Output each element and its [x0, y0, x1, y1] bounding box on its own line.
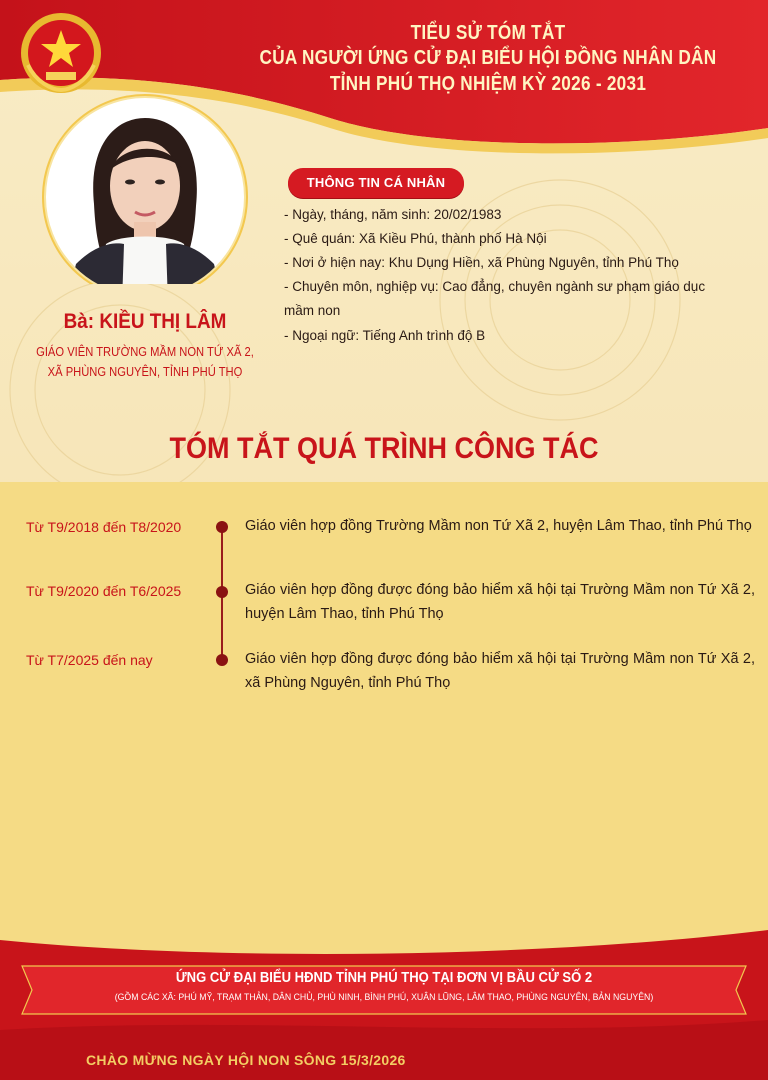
footer-subtitle: (GỒM CÁC XÃ: PHÚ MỸ, TRẠM THẢN, DÂN CHỦ, PHÙ NINH, BÌNH PHÚ, XUÂN LŨNG, LÂM THAO, PHÙNG NGUYÊN, BẢN NGUYÊN)	[114, 992, 654, 1003]
footer-title: ỨNG CỬ ĐẠI BIỂU HĐND TỈNH PHÚ THỌ TẠI ĐƠN VỊ BẦU CỬ SỐ 2	[175, 970, 593, 986]
candidate-name: Bà: KIỀU THỊ LÂM	[63, 310, 227, 333]
vietnam-national-emblem-icon	[18, 10, 104, 96]
work-history-heading: TÓM TẮT QUÁ TRÌNH CÔNG TÁC	[169, 432, 599, 465]
history-description-1: Giáo viên hợp đồng Trường Mầm non Tứ Xã 2, huyện Lâm Thao, tỉnh Phú Thọ	[245, 518, 752, 534]
history-description-3: Giáo viên hợp đồng được đóng bảo hiểm xã hội tại Trường Mầm non Tứ Xã 2, xã Phùng Nguyên, tỉnh Phú Thọ	[245, 651, 755, 691]
history-period-3: Từ T7/2025 đến nay	[26, 652, 153, 668]
candidate-photo	[36, 94, 254, 284]
footer-greeting: CHÀO MỪNG NGÀY HỘI NON SÔNG 15/3/2026	[86, 1052, 406, 1068]
info-hometown: - Quê quán: Xã Kiều Phú, thành phố Hà Nội	[284, 231, 547, 246]
candidate-position-line-1: GIÁO VIÊN TRƯỜNG MẦM NON TỨ XÃ 2,	[36, 344, 254, 359]
info-qualification: - Chuyên môn, nghiệp vụ: Cao đẳng, chuyên ngành sư phạm giáo dục	[284, 279, 706, 294]
timeline-dot-icon	[216, 654, 228, 666]
history-period-1: Từ T9/2018 đến T8/2020	[26, 519, 182, 535]
info-qualification-cont: mầm non	[284, 303, 341, 318]
history-description-2: Giáo viên hợp đồng được đóng bảo hiểm xã hội tại Trường Mầm non Tứ Xã 2, huyện Lâm Thao, tỉnh Phú Thọ	[245, 582, 755, 622]
history-period-2: Từ T9/2020 đến T6/2025	[26, 583, 182, 599]
timeline-dot-icon	[216, 586, 228, 598]
header-title-line-2: CỦA NGƯỜI ỨNG CỬ ĐẠI BIỂU HỘI ĐỒNG NHÂN DÂN	[259, 47, 717, 69]
info-residence: - Nơi ở hiện nay: Khu Dụng Hiền, xã Phùng Nguyên, tỉnh Phú Thọ	[284, 255, 679, 270]
personal-info-heading: THÔNG TIN CÁ NHÂN	[288, 168, 464, 198]
header-title-line-1: TIỂU SỬ TÓM TẮT	[410, 22, 566, 44]
info-birthdate: - Ngày, tháng, năm sinh: 20/02/1983	[284, 207, 502, 222]
header-title-line-3: TỈNH PHÚ THỌ NHIỆM KỲ 2026 - 2031	[329, 73, 647, 95]
timeline-dot-icon	[216, 521, 228, 533]
info-foreign-language: - Ngoại ngữ: Tiếng Anh trình độ B	[284, 328, 486, 343]
candidate-position-line-2: XÃ PHÙNG NGUYÊN, TỈNH PHÚ THỌ	[47, 364, 243, 379]
